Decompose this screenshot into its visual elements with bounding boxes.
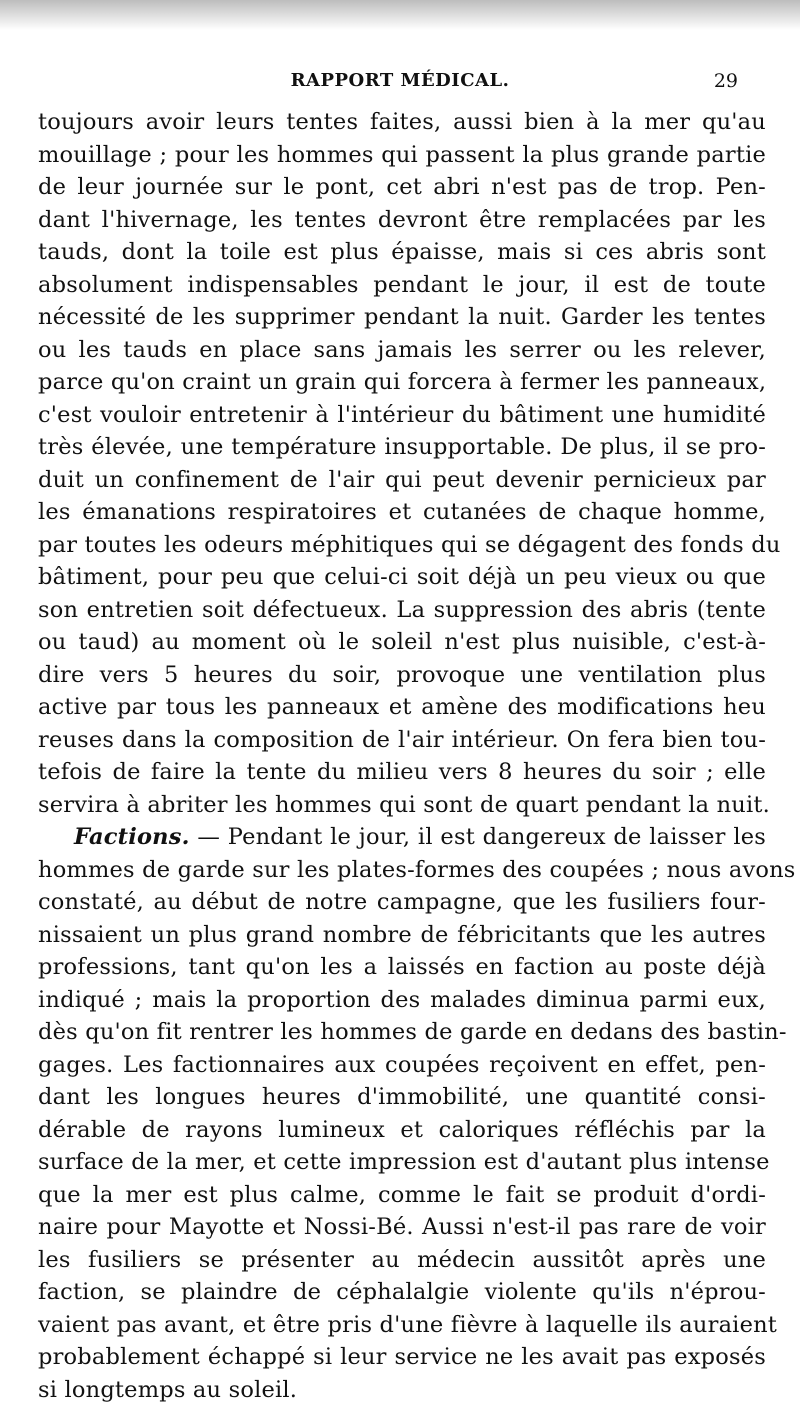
text-line: gages. Les factionnaires aux coupées reçoivent en effet, pen-	[38, 1051, 766, 1078]
text-line: constaté, au début de notre campagne, que les fusiliers four-	[38, 889, 766, 915]
text-line: vaient pas avant, et être pris d'une fièvre à laquelle ils auraient	[38, 1311, 778, 1338]
text-line: dant l'hivernage, les tentes devront être remplacées par les	[38, 206, 766, 233]
text-line: servira à abriter les hommes qui sont de quart pendant la nuit.	[38, 791, 770, 818]
page-top-shadow	[0, 0, 800, 30]
text-line: reuses dans la composition de l'air intérieur. On fera bien tou-	[38, 726, 766, 753]
text-line: c'est vouloir entretenir à l'intérieur du bâtiment une humidité	[38, 401, 766, 428]
text-line: mouillage ; pour les hommes qui passent la plus grande partie	[38, 141, 766, 168]
text-line: active par tous les panneaux et amène des modifications heu	[38, 694, 766, 720]
text-line: les fusiliers se présenter au médecin aussitôt après une	[38, 1246, 766, 1273]
page-number: 29	[713, 70, 738, 92]
section-first-line	[38, 821, 766, 854]
text-line: duit un confinement de l'air qui peut devenir pernicieux par	[38, 466, 766, 493]
text-line: hommes de garde sur les plates-formes des coupées ; nous avons	[38, 856, 796, 883]
text-line: surface de la mer, et cette impression est d'autant plus intense	[38, 1149, 770, 1175]
text-line: dérable de rayons lumineux et caloriques réfléchis par la	[38, 1116, 766, 1143]
section-title: Factions.	[74, 824, 190, 850]
text-line: tefois de faire la tente du milieu vers 8 heures du soir ; elle	[38, 759, 766, 785]
text-line: les émanations respiratoires et cutanées de chaque homme,	[38, 499, 766, 525]
text-line: son entretien soit défectueux. La suppression des abris (tente	[38, 596, 766, 623]
page-header	[0, 66, 800, 96]
text-line: dire vers 5 heures du soir, provoque une ventilation plus	[38, 661, 766, 688]
text-line: nissaient un plus grand nombre de fébricitants que les autres	[38, 921, 766, 948]
text-line: si longtemps au soleil.	[38, 1376, 298, 1403]
body-text	[38, 106, 796, 1406]
text-line: toujours avoir leurs tentes faites, aussi bien à la mer qu'au	[38, 109, 766, 135]
text-line: par toutes les odeurs méphitiques qui se dégagent des fonds du	[38, 531, 781, 558]
text-line: bâtiment, pour peu que celui-ci soit déjà un peu vieux ou que	[38, 564, 766, 590]
text-line: dant les longues heures d'immobilité, une quantité consi-	[38, 1084, 766, 1110]
text-line: parce qu'on craint un grain qui forcera à fermer les panneaux,	[38, 369, 767, 395]
text-line: de leur journée sur le pont, cet abri n'est pas de trop. Pen-	[38, 174, 766, 200]
text-line: que la mer est plus calme, comme le fait se produit d'ordi-	[38, 1181, 766, 1208]
text-line: indiqué ; mais la proportion des malades diminua parmi eux,	[38, 986, 766, 1013]
text-line: absolument indispensables pendant le jour, il est de toute	[38, 271, 766, 298]
text-line: tauds, dont la toile est plus épaisse, mais si ces abris sont	[38, 239, 766, 265]
text-line: très élevée, une température insupportable. De plus, il se pro-	[38, 434, 766, 460]
text-line: naire pour Mayotte et Nossi-Bé. Aussi n'est-il pas rare de voir	[38, 1214, 766, 1240]
text-line: nécessité de les supprimer pendant la nuit. Garder les tentes	[38, 304, 766, 330]
running-title: RAPPORT MÉDICAL.	[290, 70, 510, 91]
text-line: faction, se plaindre de céphalalgie violente qu'ils n'éprou-	[38, 1279, 766, 1305]
text-line: dès qu'on fit rentrer les hommes de garde en dedans des bastin-	[38, 1019, 787, 1045]
text-line: professions, tant qu'on les a laissés en faction au poste déjà	[38, 954, 766, 980]
text-line: ou les tauds en place sans jamais les serrer ou les relever,	[38, 336, 766, 363]
text-line: probablement échappé si leur service ne les avait pas exposés	[38, 1344, 766, 1370]
text-line: ou taud) au moment où le soleil n'est plus nuisible, c'est-à-	[38, 629, 766, 655]
section-first-line-text: — Pendant le jour, il est dangereux de laisser les	[189, 824, 766, 850]
